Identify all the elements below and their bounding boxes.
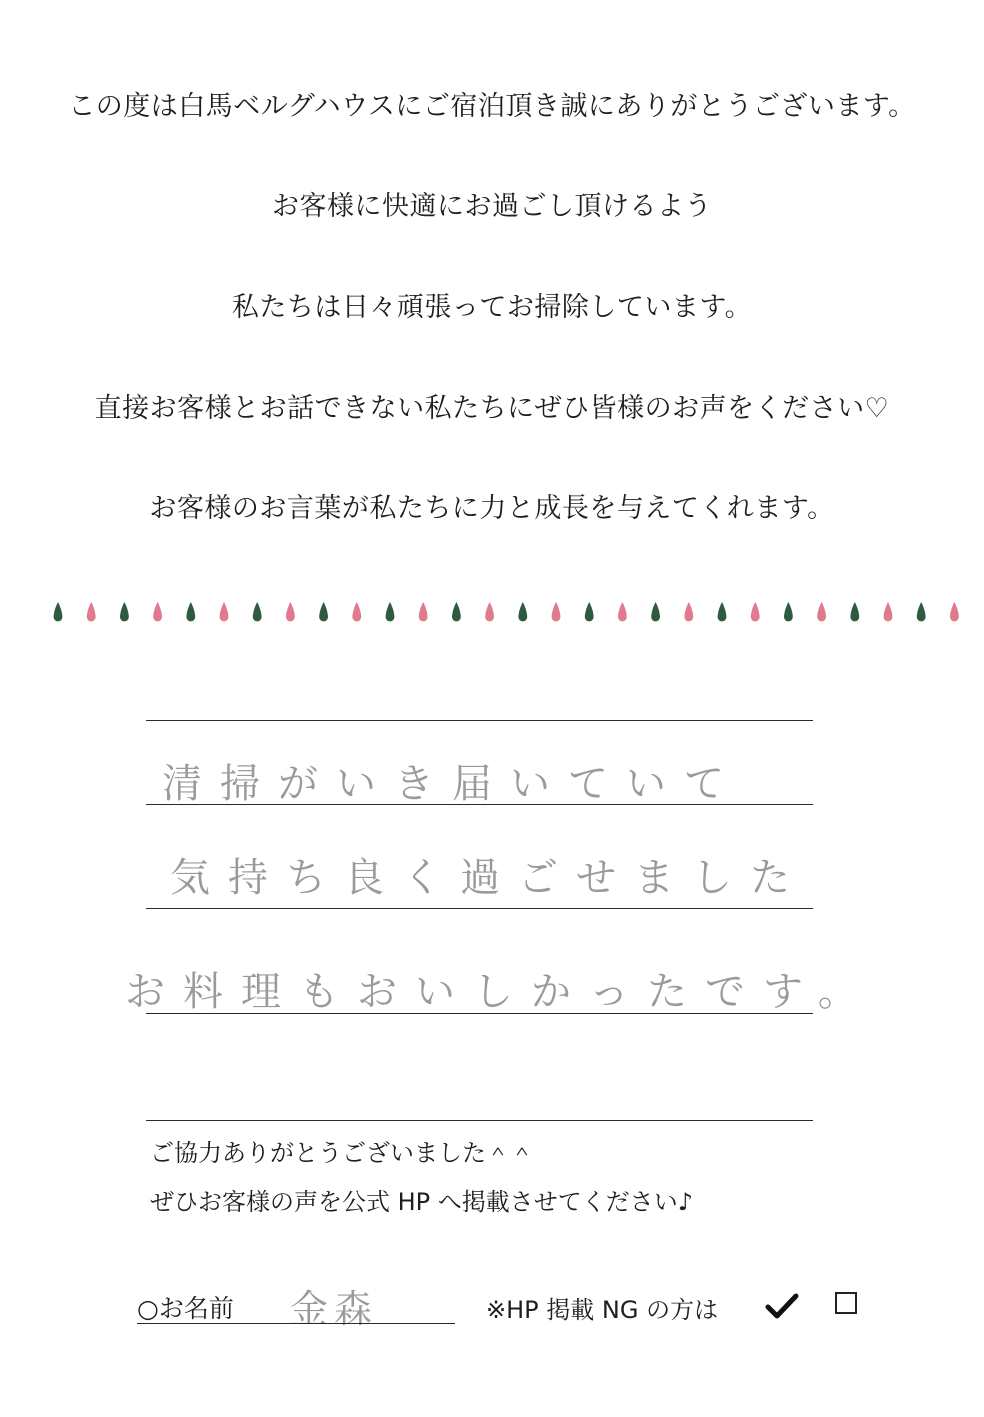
divider-dot bbox=[87, 602, 96, 621]
divider-dot bbox=[684, 602, 693, 621]
name-underline bbox=[137, 1323, 455, 1324]
comment-rule-1 bbox=[146, 720, 813, 721]
comment-rule-3 bbox=[146, 908, 813, 909]
hp-ng-checkbox[interactable] bbox=[835, 1292, 857, 1314]
divider-dot bbox=[220, 602, 229, 621]
intro-line-3: 私たちは日々頑張ってお掃除しています。 bbox=[231, 292, 753, 323]
divider-dot bbox=[386, 602, 395, 621]
divider-dot bbox=[54, 602, 63, 621]
divider-dot bbox=[751, 602, 760, 621]
hp-ng-label: ※HP 掲載 NG の方は bbox=[486, 1296, 719, 1324]
comment-rule-5 bbox=[146, 1120, 813, 1121]
publish-request-text: ぜひお客様の声を公式 HP へ掲載させてください♪ bbox=[150, 1188, 694, 1216]
check-icon bbox=[765, 1292, 799, 1320]
divider-dot bbox=[850, 602, 859, 621]
decorative-dot-divider bbox=[48, 600, 968, 624]
divider-dot bbox=[518, 602, 527, 621]
divider-dot bbox=[120, 602, 129, 621]
divider-dot bbox=[651, 602, 660, 621]
divider-dot bbox=[253, 602, 262, 621]
divider-dot bbox=[917, 602, 926, 621]
intro-line-1: この度は白馬ベルグハウスにご宿泊頂き誠にありがとうございます。 bbox=[68, 91, 916, 122]
divider-dot bbox=[452, 602, 461, 621]
divider-dot bbox=[153, 602, 162, 621]
divider-dot bbox=[352, 602, 361, 621]
divider-dot bbox=[552, 602, 561, 621]
comment-rule-4 bbox=[146, 1013, 813, 1014]
divider-dot bbox=[718, 602, 727, 621]
divider-dot bbox=[186, 602, 195, 621]
intro-line-2: お客様に快適にお過ごし頂けるよう bbox=[272, 191, 712, 222]
divider-dot bbox=[784, 602, 793, 621]
divider-dot bbox=[817, 602, 826, 621]
handwritten-comment-line-3: お料理もおいしかったです。 bbox=[125, 969, 876, 1015]
handwritten-comment-line-1: 清掃がいき届いていて bbox=[162, 761, 742, 807]
divider-dot bbox=[585, 602, 594, 621]
intro-line-5: お客様のお言葉が私たちに力と成長を与えてくれます。 bbox=[149, 493, 835, 524]
divider-dot bbox=[319, 602, 328, 621]
handwritten-comment-line-2: 気持ち良く過ごせました bbox=[170, 855, 808, 901]
divider-dot bbox=[419, 602, 428, 621]
divider-dot bbox=[884, 602, 893, 621]
divider-dot bbox=[286, 602, 295, 621]
divider-dot bbox=[485, 602, 494, 621]
name-label: ○お名前 bbox=[137, 1294, 234, 1323]
divider-dot bbox=[618, 602, 627, 621]
name-field-value[interactable]: 金森 bbox=[290, 1287, 379, 1331]
divider-dot bbox=[950, 602, 959, 621]
intro-line-4: 直接お客様とお話できない私たちにぜひ皆様のお声をください♡ bbox=[94, 393, 890, 424]
thanks-text: ご協力ありがとうございました＾＾ bbox=[150, 1139, 534, 1167]
comment-rule-2 bbox=[146, 804, 813, 805]
